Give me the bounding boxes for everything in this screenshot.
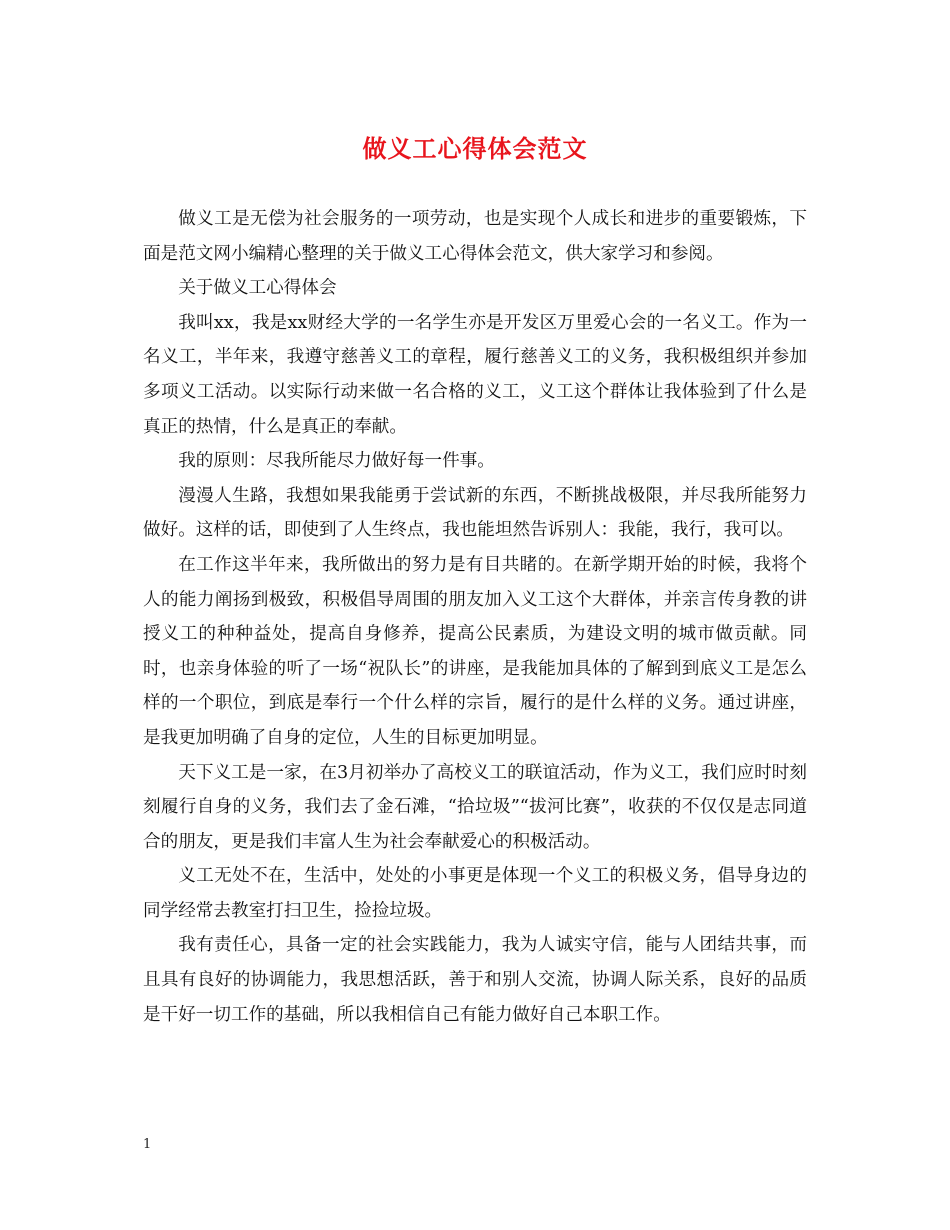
paragraph-principle: 我的原则：尽我所能尽力做好每一件事。 bbox=[178, 451, 495, 472]
paragraph-responsibility: 我有责任心，具备一定的社会实践能力，我为人诚实守信，能与人团结共事，而且具有良好的协调能力，我思想活跃，善于和别人交流，协调人际关系，良好的品质是干好一切工作的基础，所以我相信自己有能力做好自己本职工作。 bbox=[143, 935, 807, 1025]
document-body bbox=[143, 202, 807, 1032]
paragraph-daily-life: 义工无处不在，生活中，处处的小事更是体现一个义工的积极义务，倡导身边的同学经常去教室打扫卫生，捡捡垃圾。 bbox=[143, 866, 807, 921]
paragraph-life-road: 漫漫人生路，我想如果我能勇于尝试新的东西，不断挑战极限，并尽我所能努力做好。这样的话，即使到了人生终点，我也能坦然告诉别人：我能，我行，我可以。 bbox=[143, 485, 807, 541]
page-title: 做义工心得体会范文 bbox=[362, 134, 588, 163]
section-heading: 关于做义工心得体会 bbox=[178, 278, 337, 299]
intro-paragraph: 做义工是无偿为社会服务的一项劳动，也是实现个人成长和进步的重要锻炼，下面是范文网小编精心整理的关于做义工心得体会范文，供大家学习和参阅。 bbox=[143, 209, 807, 264]
paragraph-volunteer-event: 天下义工是一家，在3月初举办了高校义工的联谊活动，作为义工，我们应时时刻刻履行自身的义务，我们去了金石滩，“拾垃圾”“拔河比赛”，收获的不仅仅是志同道合的朋友，更是我们丰富人生为社会奉献爱心的积极活动。 bbox=[143, 762, 807, 852]
page-number: 1 bbox=[143, 1137, 152, 1152]
paragraph-introduction: 我叫xx，我是xx财经大学的一名学生亦是开发区万里爱心会的一名义工。作为一名义工，半年来，我遵守慈善义工的章程，履行慈善义工的义务，我积极组织并参加多项义工活动。以实际行动来做一名合格的义工，义工这个群体让我体验到了什么是真正的热情，什么是真正的奉献。 bbox=[143, 312, 807, 437]
paragraph-half-year-work: 在工作这半年来，我所做出的努力是有目共睹的。在新学期开始的时候，我将个人的能力阐扬到极致，积极倡导周围的朋友加入义工这个大群体，并亲言传身教的讲授义工的种种益处，提高自身修养，提高公民素质，为建设文明的城市做贡献。同时，也亲身体验的听了一场“祝队长”的讲座，是我能加具体的了解到到底义工是怎么样的一个职位，到底是奉行一个什么样的宗旨，履行的是什么样的义务。通过讲座，是我更加明确了自身的定位，人生的目标更加明显。 bbox=[143, 554, 807, 748]
